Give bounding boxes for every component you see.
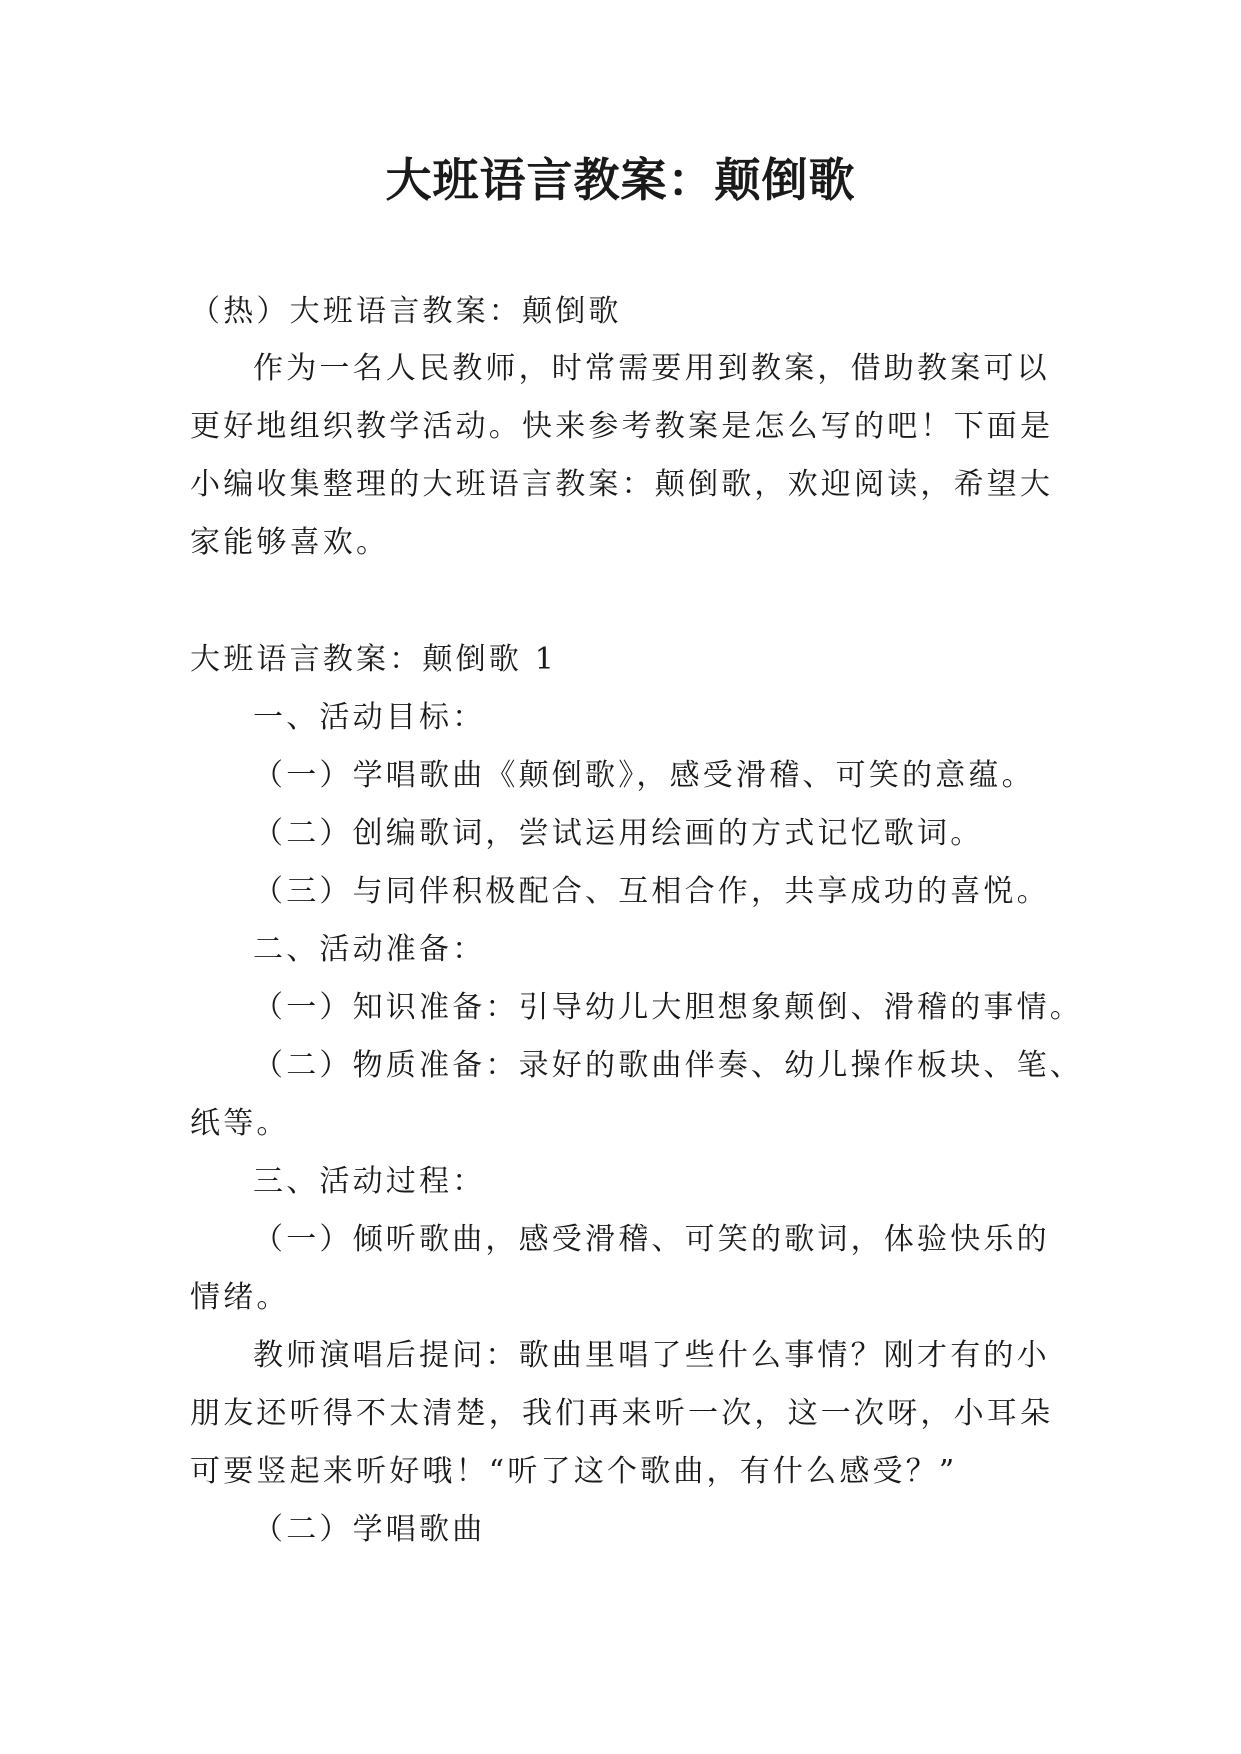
body-line: （一）学唱歌曲《颠倒歌》，感受滑稽、可笑的意蕴。: [253, 758, 1035, 793]
body-line: （二）学唱歌曲: [253, 1512, 486, 1547]
body-line: 教师演唱后提问：歌曲里唱了些什么事情？刚才有的小: [253, 1338, 1050, 1373]
subtitle-line: （热）大班语言教案：颠倒歌: [190, 294, 622, 329]
body-line: （二）物质准备：录好的歌曲伴奏、幼儿操作板块、笔、: [253, 1048, 1083, 1083]
body-line: （一）倾听歌曲，感受滑稽、可笑的歌词，体验快乐的: [253, 1222, 1050, 1257]
intro-line: 更好地组织教学活动。快来参考教案是怎么写的吧！下面是: [190, 409, 1054, 444]
body-line: 情绪。: [190, 1280, 290, 1315]
body-line: （二）创编歌词，尝试运用绘画的方式记忆歌词。: [253, 816, 984, 851]
page-title: 大班语言教案：颠倒歌: [385, 153, 856, 207]
body-line: （三）与同伴积极配合、互相合作，共享成功的喜悦。: [253, 874, 1050, 909]
body-line: 朋友还听得不太清楚，我们再来听一次，这一次呀，小耳朵: [190, 1396, 1054, 1431]
section-heading: 大班语言教案：颠倒歌 1: [190, 642, 558, 677]
body-line: 可要竖起来听好哦！“听了这个歌曲，有什么感受？”: [190, 1454, 958, 1489]
intro-line: 小编收集整理的大班语言教案：颠倒歌，欢迎阅读，希望大: [190, 467, 1054, 502]
body-line: 一、活动目标：: [253, 700, 486, 735]
intro-line: 家能够喜欢。: [190, 525, 390, 560]
body-line: 三、活动过程：: [253, 1164, 486, 1199]
body-line: 纸等。: [190, 1106, 290, 1141]
body-line: （一）知识准备：引导幼儿大胆想象颠倒、滑稽的事情。: [253, 990, 1083, 1025]
intro-line: 作为一名人民教师，时常需要用到教案，借助教案可以: [253, 351, 1050, 386]
body-line: 二、活动准备：: [253, 932, 486, 967]
